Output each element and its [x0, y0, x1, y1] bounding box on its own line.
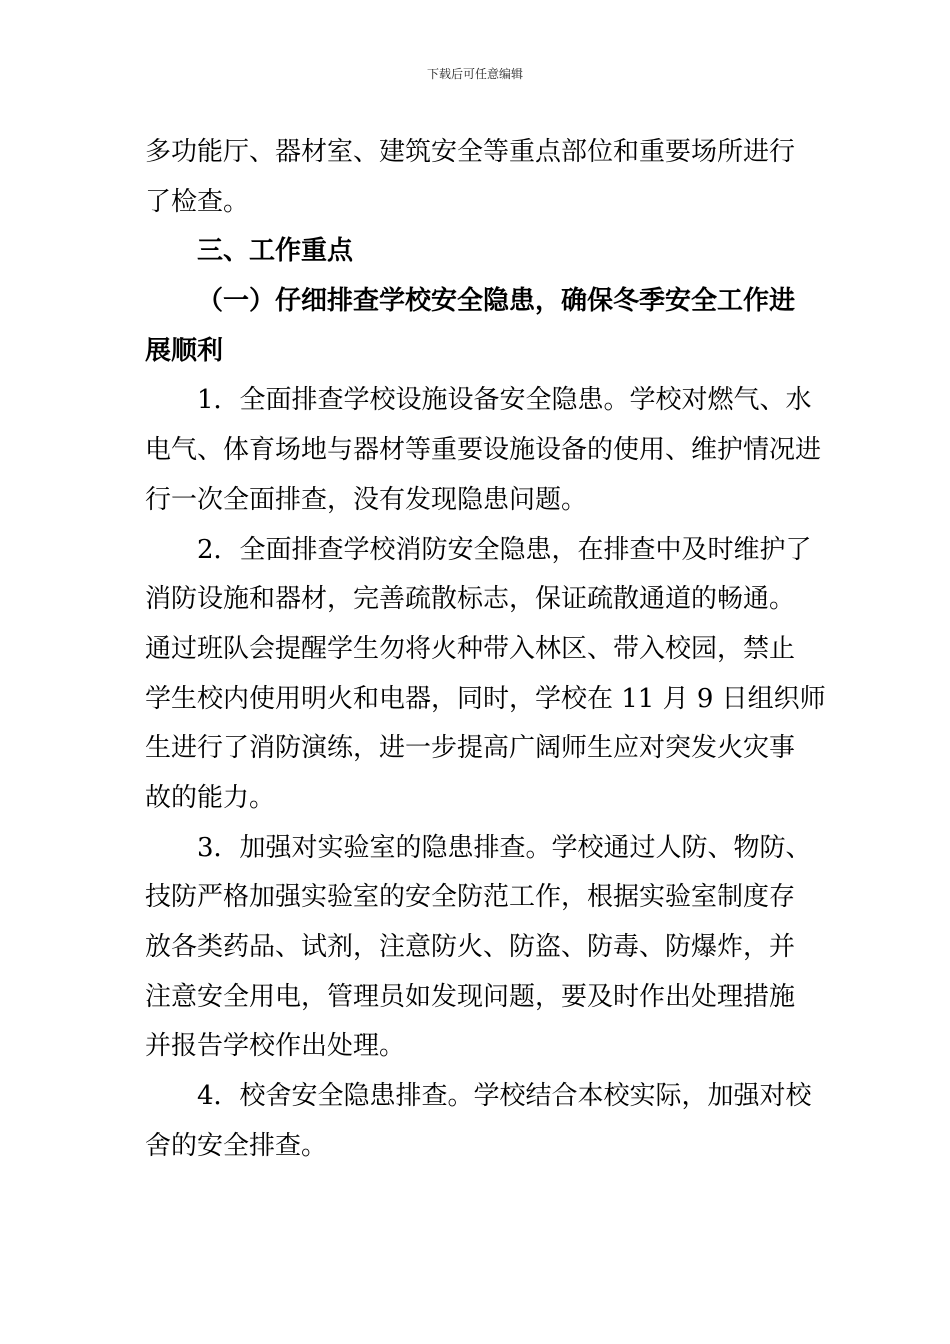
subsection-heading: （一）仔细排查学校安全隐患，确保冬季安全工作进	[197, 286, 796, 317]
text-line: 放各类药品、试剂，注意防火、防盗、防毒、防爆炸，并	[145, 932, 796, 962]
document-body	[145, 128, 826, 1171]
text-line: 注意安全用电，管理员如发现问题，要及时作出处理措施	[145, 981, 796, 1012]
text-line: 3．加强对实验室的隐患排查。学校通过人防、物防、	[197, 832, 812, 863]
text-line: 4．校舍安全隐患排查。学校结合本校实际，加强对校	[197, 1081, 812, 1112]
text-line: 舍的安全排查。	[145, 1130, 328, 1161]
text-line: 学生校内使用明火和电器，同时，学校在 11 月 9 日组织师	[145, 683, 826, 714]
text-line: 电气、体育场地与器材等重要设施设备的使用、维护情况进	[145, 435, 822, 466]
text-line: 2．全面排查学校消防安全隐患，在排查中及时维护了	[197, 534, 812, 565]
text-line: 多功能厅、器材室、建筑安全等重点部位和重要场所进行	[145, 137, 796, 167]
subsection-heading-continued: 展顺利	[145, 335, 224, 366]
text-line: 通过班队会提醒学生勿将火种带入林区、带入校园，禁止	[145, 633, 796, 664]
text-line: 并报告学校作出处理。	[145, 1031, 406, 1062]
text-line: 1．全面排查学校设施设备安全隐患。学校对燃气、水	[197, 385, 812, 416]
text-line: 技防严格加强实验室的安全防范工作，根据实验室制度存	[145, 882, 796, 913]
text-line: 行一次全面排查，没有发现隐患问题。	[145, 484, 588, 515]
page-header: 下载后可任意编辑	[426, 67, 523, 81]
section-heading: 三、工作重点	[197, 236, 354, 267]
text-line: 消防设施和器材，完善疏散标志，保证疏散通道的畅通。	[145, 584, 796, 615]
text-line: 生进行了消防演练，进一步提高广阔师生应对突发火灾事	[145, 733, 796, 764]
text-line: 故的能力。	[145, 782, 276, 813]
text-line: 了检查。	[145, 186, 250, 217]
